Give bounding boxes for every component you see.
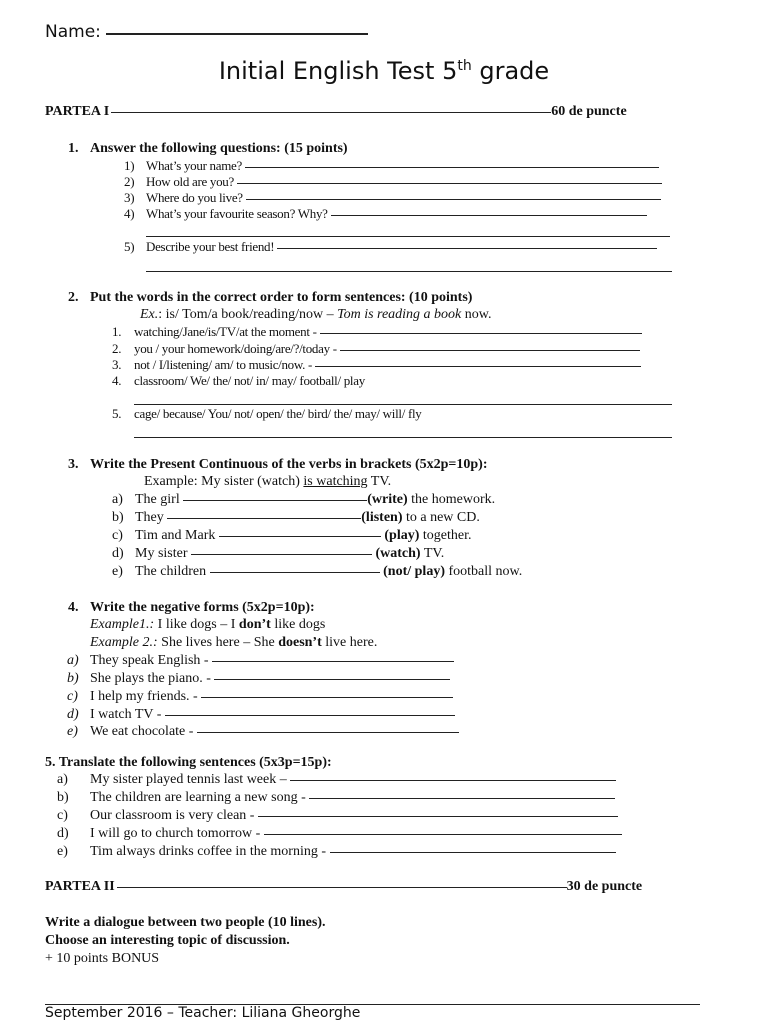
answer-line[interactable] bbox=[167, 518, 361, 519]
answer-line[interactable] bbox=[237, 183, 662, 184]
ex3-item: c) Tim and Mark (play) together. bbox=[112, 528, 472, 543]
part2-task-line2: Choose an interesting topic of discussion. bbox=[45, 933, 290, 948]
answer-line[interactable] bbox=[330, 852, 616, 853]
ex4-example1: Example1.: I like dogs – I don’t like dogs bbox=[90, 617, 326, 632]
name-blank[interactable] bbox=[106, 33, 368, 35]
answer-line[interactable] bbox=[214, 679, 450, 680]
bonus-note: + 10 points BONUS bbox=[45, 951, 160, 966]
answer-line[interactable] bbox=[165, 715, 455, 716]
answer-line-extra[interactable] bbox=[134, 437, 672, 438]
answer-line[interactable] bbox=[290, 780, 616, 781]
ex2-item: 2. you / your homework/doing/are/?/today - bbox=[112, 341, 640, 357]
ex5-item: d) I will go to church tomorrow - bbox=[57, 826, 622, 842]
ex5-item: b) The children are learning a new song - bbox=[57, 790, 615, 806]
ex3-heading: 3. Write the Present Continuous of the verbs in brackets (5x2p=10p): bbox=[68, 457, 488, 472]
ex4-heading: 4. Write the negative forms (5x2p=10p): bbox=[68, 600, 315, 615]
ex1-item: 2) How old are you? bbox=[124, 174, 662, 190]
ex3-example: Example: My sister (watch) is watching TV. bbox=[144, 474, 392, 489]
answer-line[interactable] bbox=[245, 167, 659, 168]
ex4-item: e) We eat chocolate - bbox=[67, 724, 459, 740]
answer-line[interactable] bbox=[219, 536, 381, 537]
answer-line[interactable] bbox=[309, 798, 615, 799]
ex2-heading: 2. Put the words in the correct order to form sentences: (10 points) bbox=[68, 290, 473, 305]
answer-line[interactable] bbox=[340, 350, 640, 351]
ex5-item: e) Tim always drinks coffee in the morning - bbox=[57, 844, 616, 860]
page-title: Initial English Test 5th grade bbox=[218, 57, 550, 85]
answer-line[interactable] bbox=[201, 697, 453, 698]
ex2-item: 3. not / I/listening/ am/ to music/now. - bbox=[112, 357, 641, 373]
ex4-example2: Example 2.: She lives here – She doesn’t live here. bbox=[90, 635, 378, 650]
ex3-item: e) The children (not/ play) football now. bbox=[112, 564, 523, 579]
answer-line[interactable] bbox=[191, 554, 372, 555]
answer-line[interactable] bbox=[264, 834, 622, 835]
name-field bbox=[45, 22, 368, 42]
ex1-item: 5) Describe your best friend! bbox=[124, 239, 657, 255]
answer-line[interactable] bbox=[277, 248, 657, 249]
ex1-item: 4) What’s your favourite season? Why? bbox=[124, 206, 647, 222]
name-label: Name: bbox=[45, 22, 101, 42]
answer-line[interactable] bbox=[210, 572, 380, 573]
ex3-item: a) The girl (write) the homework. bbox=[112, 492, 496, 507]
ex4-item: d) I watch TV - bbox=[67, 707, 455, 723]
ex3-item: d) My sister (watch) TV. bbox=[112, 546, 445, 561]
footer-text: September 2016 – Teacher: Liliana Gheorghe bbox=[45, 1005, 361, 1021]
ex4-item: b) She plays the piano. - bbox=[67, 671, 450, 687]
answer-line[interactable] bbox=[246, 199, 661, 200]
ex1-item: 1) What’s your name? bbox=[124, 158, 659, 174]
answer-line-extra[interactable] bbox=[146, 236, 670, 237]
ex1-heading: 1. Answer the following questions: (15 points) bbox=[68, 141, 348, 156]
ex3-item: b) They (listen) to a new CD. bbox=[112, 510, 480, 525]
ex5-item: a) My sister played tennis last week – bbox=[57, 772, 616, 788]
ex2-item: 4. classroom/ We/ the/ not/ in/ may/ football/ play bbox=[112, 373, 365, 388]
part2-header: PARTEA II 30 de puncte bbox=[45, 879, 643, 894]
ex2-item: 5. cage/ because/ You/ not/ open/ the/ bird/ the/ may/ will/ fly bbox=[112, 406, 422, 421]
answer-line[interactable] bbox=[258, 816, 618, 817]
answer-line[interactable] bbox=[331, 215, 647, 216]
part2-task-line1: Write a dialogue between two people (10 lines). bbox=[45, 915, 326, 930]
ex4-item: c) I help my friends. - bbox=[67, 689, 453, 705]
answer-line[interactable] bbox=[320, 333, 642, 334]
answer-line-extra[interactable] bbox=[146, 271, 672, 272]
answer-line[interactable] bbox=[212, 661, 454, 662]
ex2-example: Ex.: is/ Tom/a book/reading/now – Tom is reading a book now. bbox=[140, 307, 492, 322]
ex5-heading: 5. Translate the following sentences (5x3p=15p): bbox=[45, 755, 332, 770]
ex5-item: c) Our classroom is very clean - bbox=[57, 808, 618, 824]
ex2-item: 1. watching/Jane/is/TV/at the moment - bbox=[112, 324, 642, 340]
part1-header: PARTEA I 60 de puncte bbox=[45, 104, 627, 119]
answer-line[interactable] bbox=[183, 500, 367, 501]
answer-line[interactable] bbox=[315, 366, 641, 367]
part1-rule bbox=[111, 112, 551, 113]
part2-rule bbox=[117, 887, 567, 888]
ex1-item: 3) Where do you live? bbox=[124, 190, 661, 206]
answer-line-extra[interactable] bbox=[134, 404, 672, 405]
ex4-item: a) They speak English - bbox=[67, 653, 454, 669]
answer-line[interactable] bbox=[197, 732, 459, 733]
